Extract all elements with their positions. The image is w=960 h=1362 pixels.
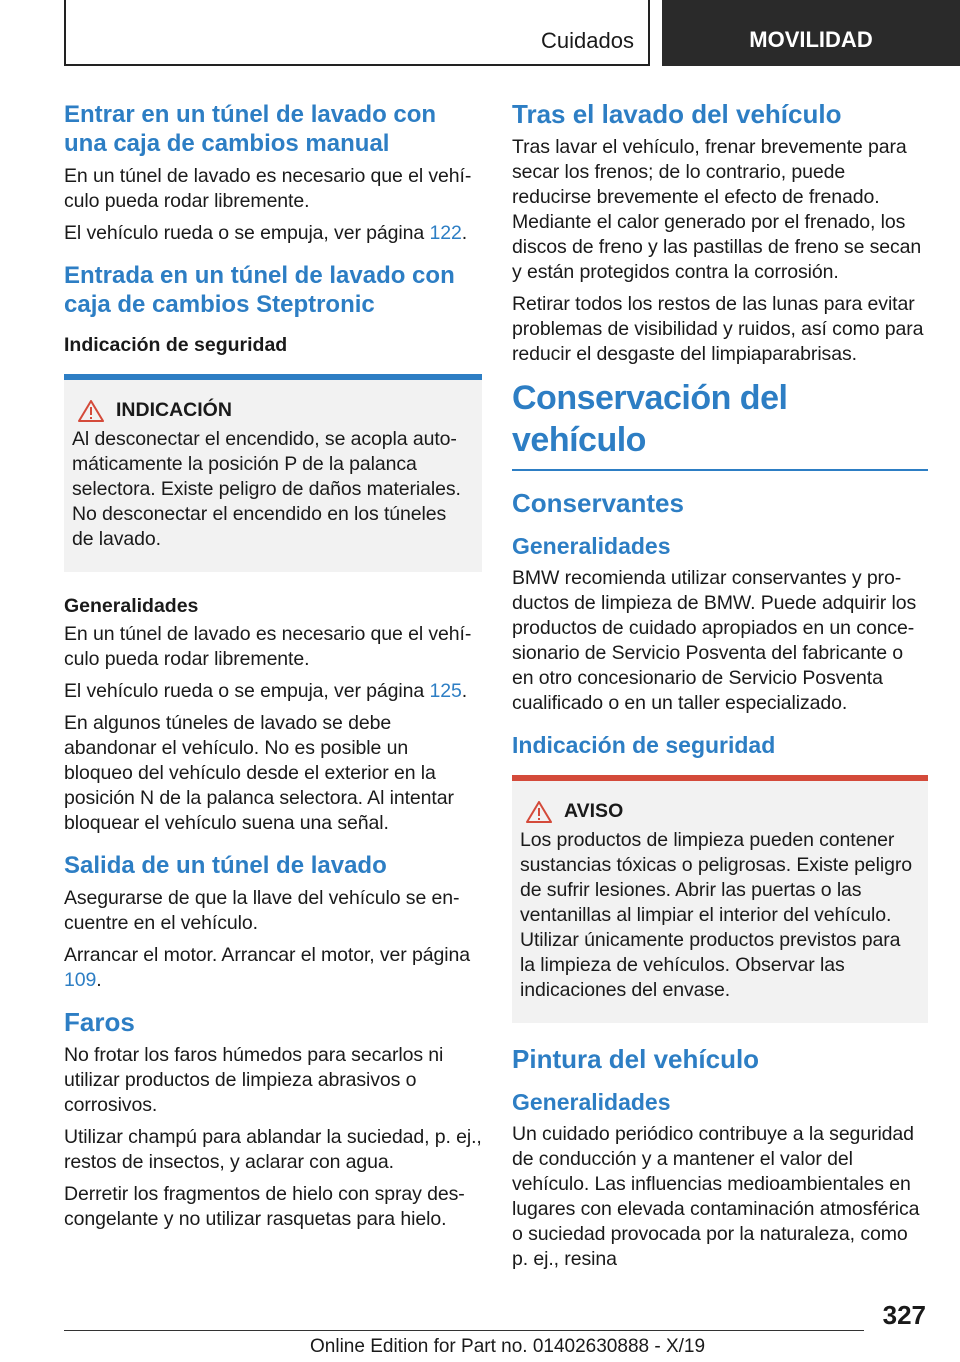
paragraph: El vehículo rueda o se empuja, ver página 122. bbox=[64, 222, 468, 244]
left-column bbox=[64, 100, 482, 1239]
subheading-general: Generalidades bbox=[64, 595, 199, 617]
heading-headlights: Faros bbox=[64, 1007, 135, 1037]
section-title: Cuidados bbox=[541, 28, 634, 53]
paragraph: En un túnel de lavado es necesario que el vehículo pueda rodar libremente. bbox=[64, 165, 472, 212]
page-link-122[interactable]: 122 bbox=[429, 222, 462, 244]
page-link-109[interactable]: 109 bbox=[64, 969, 97, 991]
heading-after-wash: Tras el lavado del vehículo bbox=[512, 99, 842, 129]
paragraph: Utilizar champú para ablandar la suciedad, p. ej., restos de insectos, y aclarar con agua. bbox=[64, 1126, 482, 1173]
page-number: 327 bbox=[882, 1300, 926, 1330]
section-tab bbox=[64, 0, 650, 66]
warning-triangle-icon bbox=[78, 400, 104, 422]
warning-text: Los productos de limpieza pueden contener sustancias tóxicas o peligrosas. Existe peligro de sufrir lesiones. Abrir las puertas o las ventanillas al limpiar el interior del vehículo. Utilizar únicamente productos previstos para la limpieza de vehículos. Observar las indicaciones del envase. bbox=[520, 829, 912, 1001]
right-column bbox=[512, 100, 928, 1279]
heading-paint: Pintura del vehículo bbox=[512, 1044, 760, 1074]
warning-title: AVISO bbox=[564, 800, 624, 822]
paragraph: Un cuidado periódico contribuye a la seguridad de conducción y a mantener el valor del vehículo. Las influencias medioambientales en lugares con elevada contaminación atmosférica o suciedad provocada por la naturaleza, como p. ej., resina bbox=[512, 1123, 920, 1270]
paragraph: Derretir los fragmentos de hielo con spray descongelante y no utilizar rasquetas para hielo. bbox=[64, 1183, 465, 1230]
paragraph: BMW recomienda utilizar conservantes y productos de limpieza de BMW. Puede adquirir los productos de cuidado apropiados en un concesionario de Servicio Posventa del fabricante o en otro concesionario de Servicio Posventa cualificado o en un taller especializado. bbox=[512, 567, 917, 714]
subheading-general: Generalidades bbox=[512, 533, 671, 559]
warning-box bbox=[512, 775, 928, 1023]
paragraph: En algunos túneles de lavado se debe abandonar el vehículo. No es posible un bloqueo del vehículo desde el exterior en la posición N de la palanca selectora. Al intentar bloquear el vehículo suena una señal. bbox=[64, 712, 454, 834]
heading-safety: Indicación de seguridad bbox=[512, 732, 776, 758]
paragraph: Asegurarse de que la llave del vehículo se encuentre en el vehículo. bbox=[64, 887, 460, 934]
notice-title: INDICACIÓN bbox=[116, 399, 232, 421]
paragraph: El vehículo rueda o se empuja, ver página 125. bbox=[64, 680, 468, 702]
paragraph: En un túnel de lavado es necesario que el vehículo pueda rodar libremente. bbox=[64, 623, 472, 670]
paragraph: No frotar los faros húmedos para secarlos ni utilizar productos de limpieza abrasivos o corrosivos. bbox=[64, 1044, 444, 1116]
heading-preservatives: Conservantes bbox=[512, 488, 684, 518]
subheading-general: Generalidades bbox=[512, 1089, 671, 1115]
heading-exit-wash: Salida de un túnel de lavado bbox=[64, 852, 387, 879]
notice-box bbox=[64, 374, 482, 572]
chapter-tab: MOVILIDAD bbox=[662, 0, 960, 66]
paragraph: Tras lavar el vehículo, frenar brevemente para secar los frenos; de lo contrario, puede reducirse brevemente el efecto de frenado. Mediante el calor generado por el frenado, los discos de freno y las pastillas de freno se secan y están protegidos contra la corrosión. bbox=[512, 136, 922, 283]
footer-edition: Online Edition for Part no. 01402630888 - X/19 bbox=[310, 1336, 706, 1357]
paragraph: Arrancar el motor. Arrancar el motor, ver página 109. bbox=[64, 944, 470, 991]
page-header bbox=[0, 0, 960, 66]
warning-triangle-icon bbox=[526, 801, 552, 823]
paragraph: Retirar todos los restos de las lunas para evitar problemas de visibilidad y ruidos, así como para reducir el desgaste del limpiaparabrisas. bbox=[512, 293, 924, 365]
heading-manual-wash: Entrar en un túnel de lavado con una caja de cambios manual bbox=[64, 101, 437, 157]
notice-text: Al desconectar el encendido, se acopla automáticamente la posición P de la palanca selectora. Existe peligro de daños materiales. No desconectar el encendido en los túneles de lavado. bbox=[72, 428, 461, 550]
chapter-heading: Conservación del vehículo bbox=[512, 377, 928, 471]
heading-steptronic-wash: Entrada en un túnel de lavado con caja de cambios Steptronic bbox=[64, 262, 455, 318]
footer-divider bbox=[64, 1330, 864, 1331]
subheading-safety: Indicación de seguridad bbox=[64, 334, 288, 356]
page-link-125[interactable]: 125 bbox=[429, 680, 462, 702]
